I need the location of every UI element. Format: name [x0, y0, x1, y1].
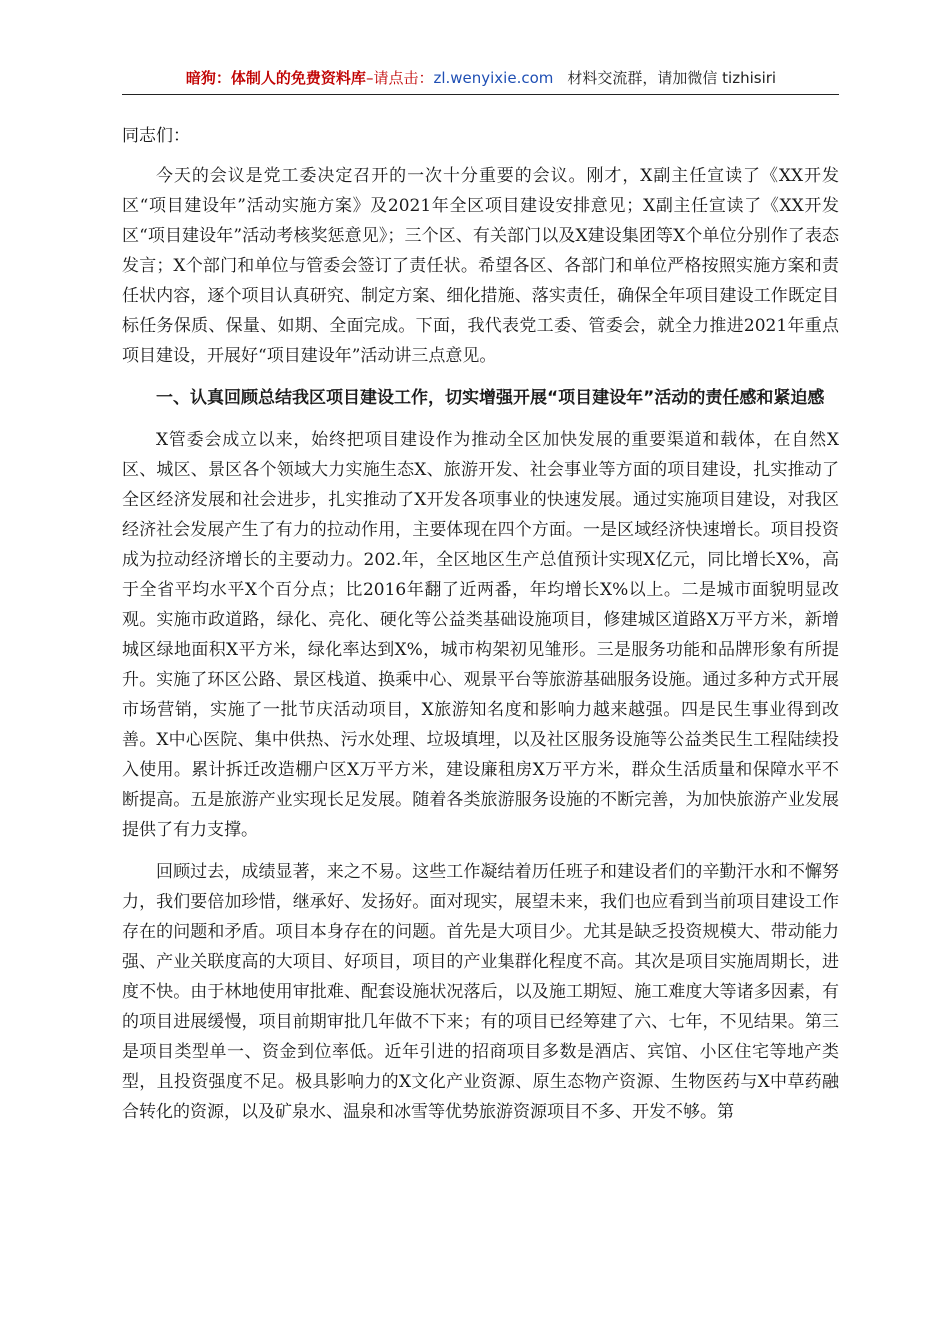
salutation: 同志们：	[122, 126, 190, 146]
paragraph-3: 回顾过去，成绩显著，来之不易。这些工作凝结着历任班子和建设者们的辛勤汗水和不懈努力，我们要倍加珍惜，继承好、发扬好。面对现实，展望未来，我们也应看到当前项目建设工作存在的问题和矛盾。项目本身存在的问题。首先是大项目少。尤其是缺乏投资规模大、带动能力强、产业关联度高的大项目、好项目，项目的产业集群化程度不高。其次是项目实施周期长，进度不快。由于林地使用审批难、配套设施状况落后，以及施工期短、施工难度大等诸多因素，有的项目进展缓慢，项目前期审批几年做不下来；有的项目已经筹建了六、七年，不见结果。第三是项目类型单一、资金到位率低。近年引进的招商项目多数是酒店、宾馆、小区住宅等地产类型，且投资强度不足。极具影响力的X文化产业资源、原生态物产资源、生物医药与X中草药融合转化的资源，以及矿泉水、温泉和冰雪等优势旅游资源项目不多、开发不够。第	[122, 862, 839, 1122]
document-body	[122, 121, 839, 1139]
header-brand: 暗狗：体制人的免费资料库	[185, 69, 366, 87]
paragraph-1: 今天的会议是党工委决定召开的一次十分重要的会议。刚才，X副主任宣读了《XX开发区“项目建设年”活动实施方案》及2021年全区项目建设安排意见；X副主任宣读了《XX开发区“项目建设年”活动考核奖惩意见》；三个区、有关部门以及X建设集团等X个单位分别作了表态发言；X个部门和单位与管委会签订了责任状。希望各区、各部门和单位严格按照实施方案和责任状内容，逐个项目认真研究、制定方案、细化措施、落实责任，确保全年项目建设工作既定目标任务保质、保量、如期、全面完成。下面，我代表党工委、管委会，就全力推进2021年重点项目建设，开展好“项目建设年”活动讲三点意见。	[122, 166, 839, 366]
header-site-link[interactable]: zl.wenyixie.com	[433, 69, 554, 87]
header-click-prefix: –请点击：	[365, 69, 434, 87]
page-header	[122, 66, 840, 90]
header-divider	[122, 94, 839, 95]
header-wechat-note: 材料交流群，请加微信 tizhisiri	[567, 69, 777, 87]
paragraph-2: X管委会成立以来，始终把项目建设作为推动全区加快发展的重要渠道和载体，在自然X区、城区、景区各个领域大力实施生态X、旅游开发、社会事业等方面的项目建设，扎实推动了全区经济发展和社会进步，扎实推动了X开发各项事业的快速发展。通过实施项目建设，对我区经济社会发展产生了有力的拉动作用，主要体现在四个方面。一是区域经济快速增长。项目投资成为拉动经济增长的主要动力。202.年，全区地区生产总值预计实现X亿元，同比增长X%，高于全省平均水平X个百分点；比2016年翻了近两番，年均增长X%以上。二是城市面貌明显改观。实施市政道路，绿化、亮化、硬化等公益类基础设施项目，修建城区道路X万平方米，新增城区绿地面积X平方米，绿化率达到X%，城市构架初见雏形。三是服务功能和品牌形象有所提升。实施了环区公路、景区栈道、换乘中心、观景平台等旅游基础服务设施。通过多种方式开展市场营销，实施了一批节庆活动项目，X旅游知名度和影响力越来越强。四是民生事业得到改善。X中心医院、集中供热、污水处理、垃圾填埋，以及社区服务设施等公益类民生工程陆续投入使用。累计拆迁改造棚户区X万平方米，建设廉租房X万平方米，群众生活质量和保障水平不断提高。五是旅游产业实现长足发展。随着各类旅游服务设施的不断完善，为加快旅游产业发展提供了有力支撑。	[122, 430, 839, 840]
section-heading-1: 一、认真回顾总结我区项目建设工作，切实增强开展“项目建设年”活动的责任感和紧迫感	[156, 388, 825, 408]
